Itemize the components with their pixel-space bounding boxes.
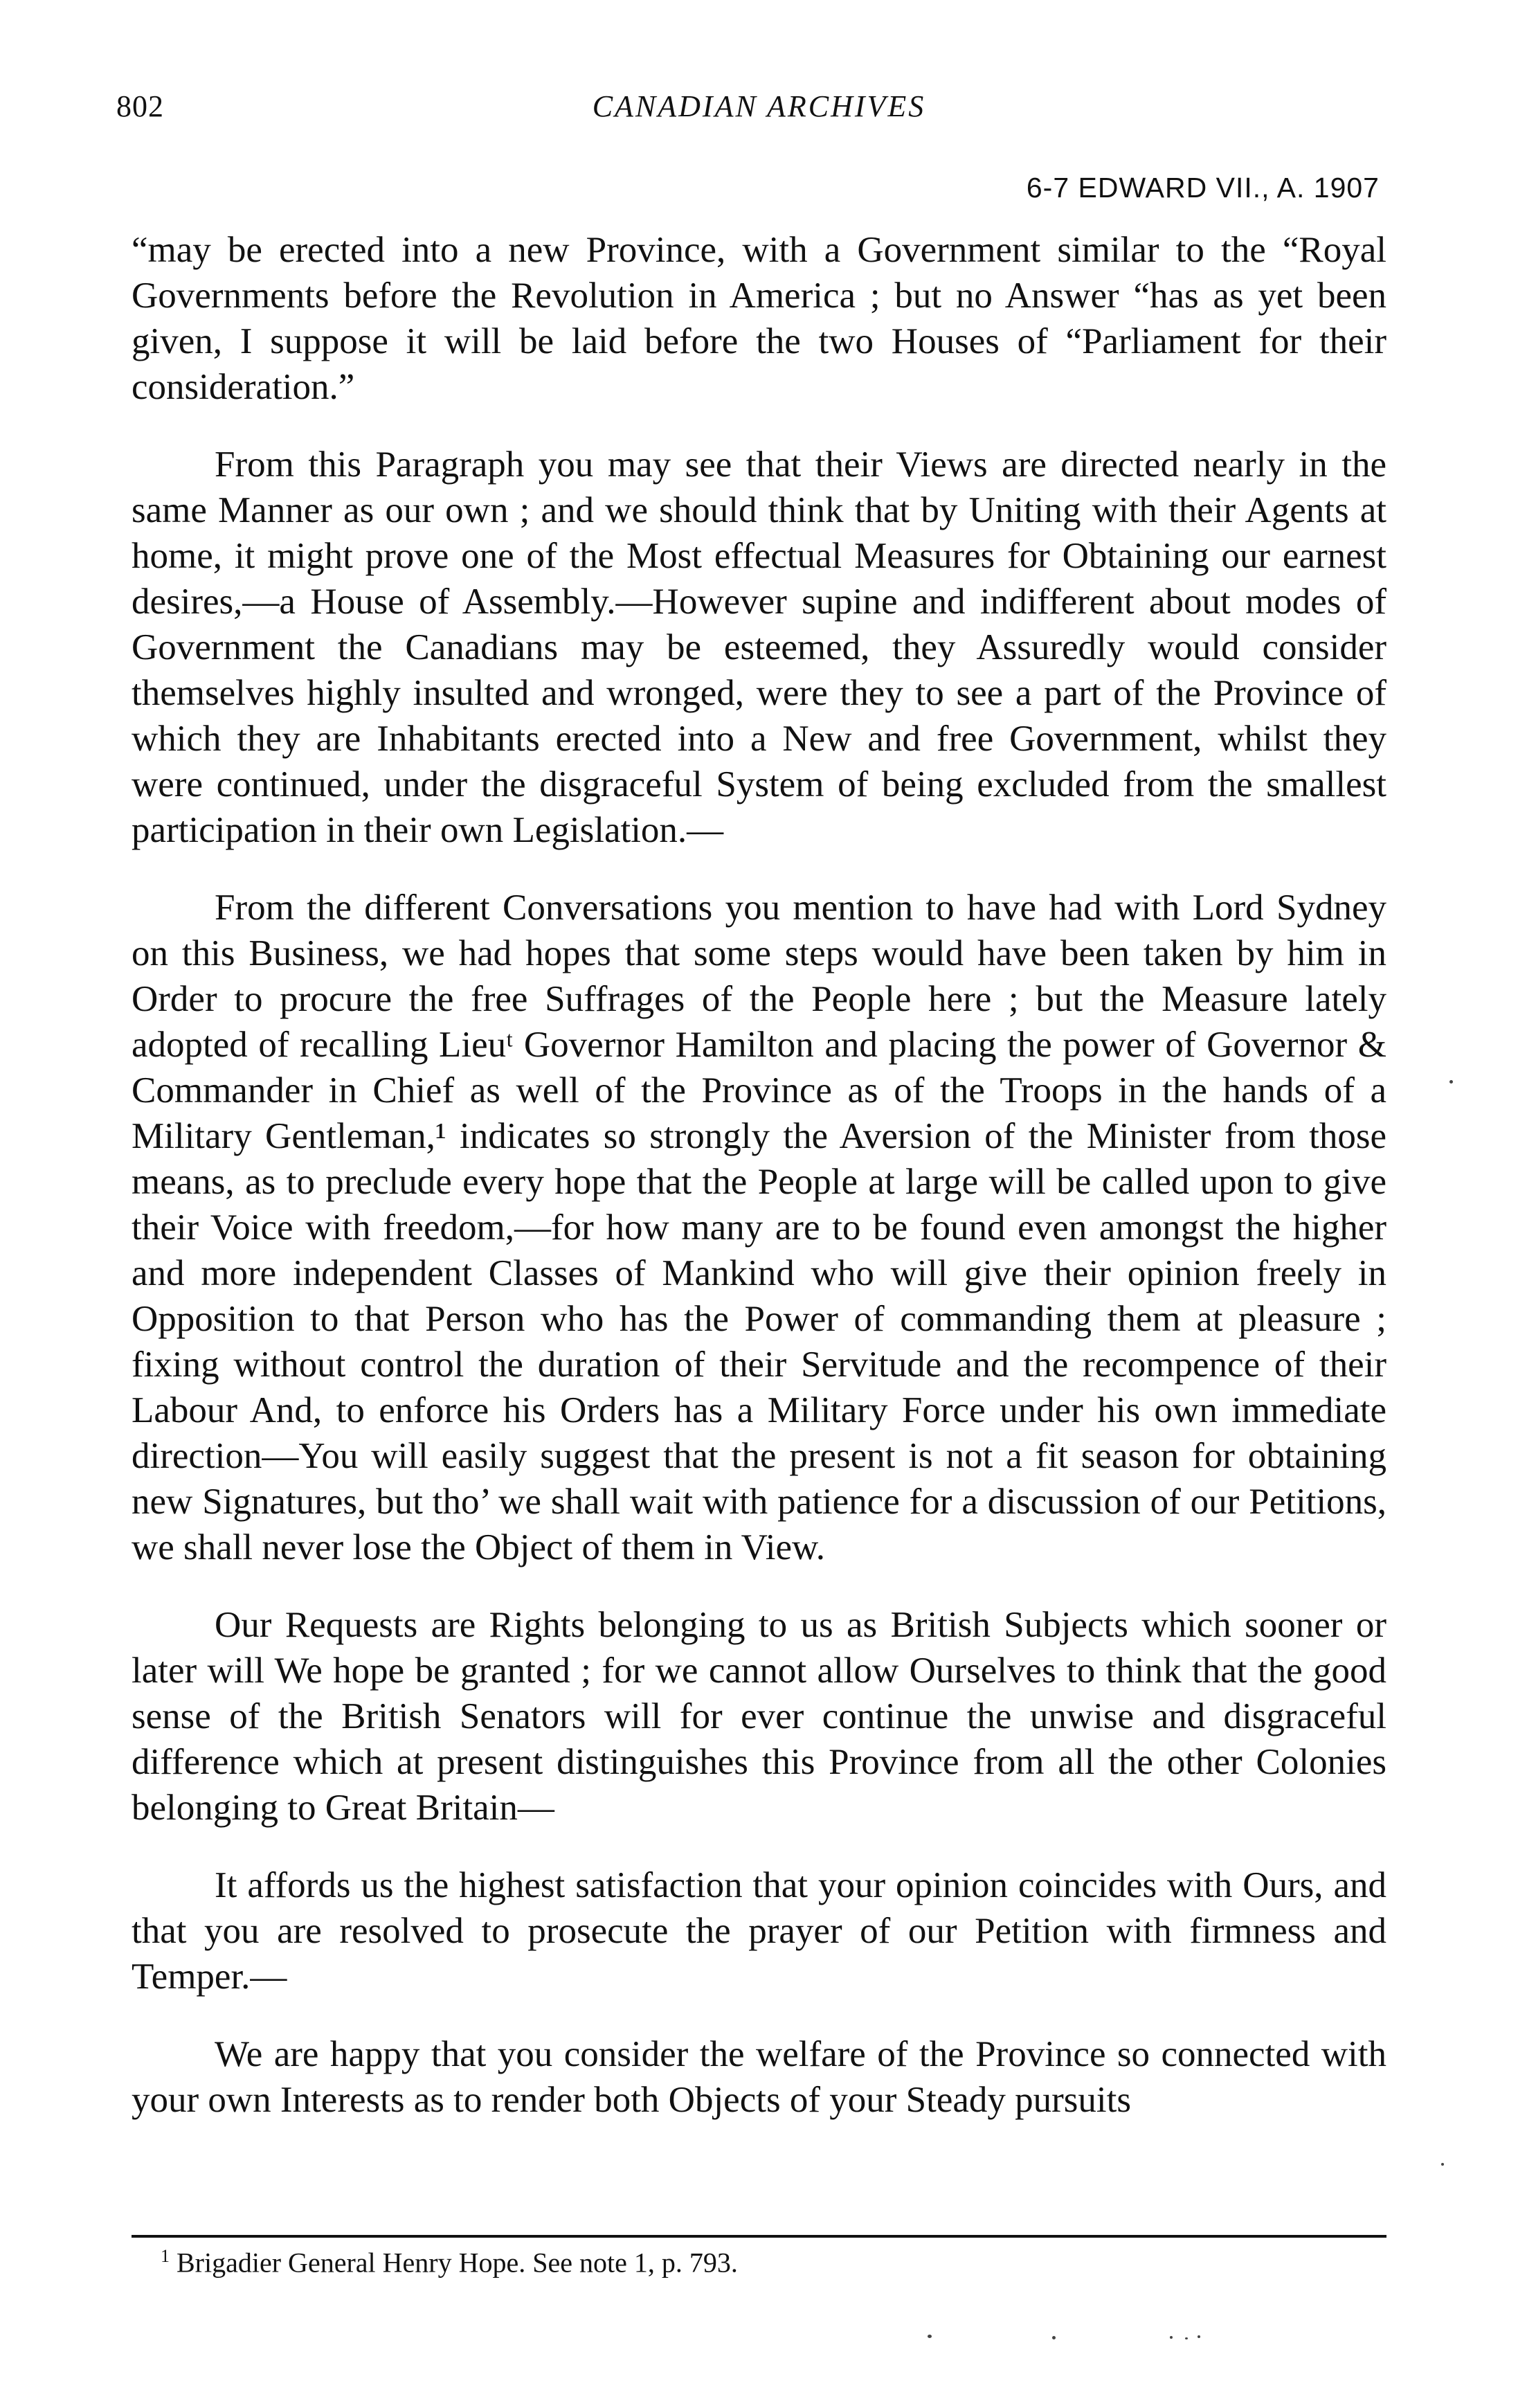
footnote-marker: 1 — [161, 2246, 170, 2266]
paragraph: From this Paragraph you may see that their Views are directed nearly in the same Manner as our own ; and we should think that by Uniting with their Agents at home, it might prove one of the Most effectual Measures for Obtaining our earnest desires,—a House of Assembly.—However supine and indifferent about modes of Government the Canadians may be esteemed, they Assuredly would consider themselves highly insulted and wronged, were they to see a part of the Province of which they are Inhabitants erected into a New and free Government, whilst they were continued, under the disgraceful System of being excluded from the smallest participation in their own Legislation.— — [132, 444, 1386, 850]
scan-speck — [928, 2335, 932, 2338]
scan-speck — [1170, 2336, 1173, 2339]
scan-speck — [1198, 2335, 1200, 2338]
paragraph-quote: “may be erected into a new Province, with a Government similar to the “Royal Governments before the Revolution in America ; but no Answer “has as yet been given, I suppose it will be laid before the two Houses of “Parliament for their consideration.” — [132, 230, 1386, 407]
scan-speck — [1052, 2336, 1056, 2339]
paragraph: From the different Conversations you mention to have had with Lord Sydney on this Business, we had hopes that some steps would have been taken by him in Order to procure the free Suffrages of the People here ; but the Measure lately adopted of recalling Lieuᵗ Governor Hamilton and placing the power of Governor & Commander in Chief as well of the Province as of the Troops in the hands of a Military Gentleman,¹ indicates so strongly the Aversion of the Minister from those means, as to preclude every hope that the People at large will be called upon to give their Voice with freedom,—for how many are to be found even amongst the higher and more independent Classes of Mankind who will give their opinion freely in Opposition to that Person who has the Power of commanding them at pleasure ; fixing without control the duration of their Servitude and the recompence of their Labour And, to enforce his Orders has a Military Force under his own immediate direction—You will easily suggest that the present is not a fit season for obtaining new Signatures, but tho’ we shall wait with patience for a discussion of our Petitions, we shall never lose the Object of them in View. — [132, 888, 1386, 1567]
footnote — [161, 2246, 738, 2279]
scan-speck — [1449, 1080, 1453, 1084]
body-text — [132, 227, 1386, 2155]
scan-speck — [1441, 2163, 1444, 2166]
scan-speck — [1185, 2337, 1188, 2339]
page-number: 802 — [116, 89, 164, 123]
running-head: CANADIAN ARCHIVES — [592, 89, 926, 123]
paragraph: Our Requests are Rights belonging to us as British Subjects which sooner or later will We hope be granted ; for we cannot allow Ourselves to think that the good sense of the British Senators will for ever continue the unwise and disgraceful difference which at present distinguishes this Province from all the other Colonies belonging to Great Britain— — [132, 1605, 1386, 1828]
paragraph: It affords us the highest satisfaction that your opinion coincides with Ours, and that you are resolved to prosecute the prayer of our Petition with firmness and Temper.— — [132, 1865, 1386, 1997]
footnote-text: Brigadier General Henry Hope. See note 1, p. 793. — [177, 2247, 738, 2279]
paragraph: We are happy that you consider the welfare of the Province so connected with your own Interests as to render both Objects of your Steady pursuits — [132, 2034, 1386, 2120]
session-label: 6-7 EDWARD VII., A. 1907 — [1026, 172, 1380, 204]
footnote-divider — [132, 2235, 1386, 2238]
